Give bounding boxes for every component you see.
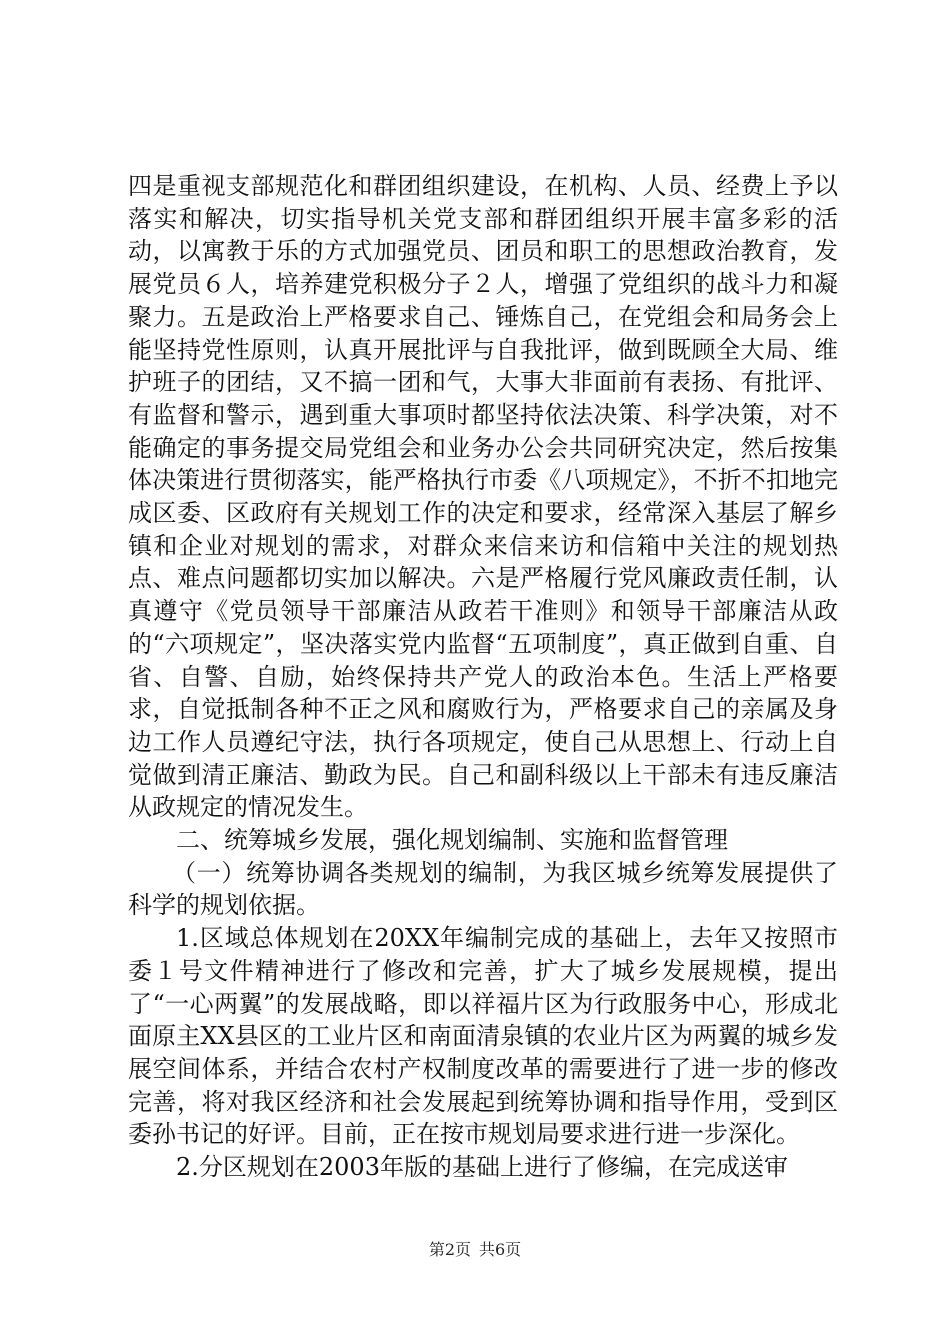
page-total: 共6页 (479, 1240, 522, 1259)
subsection-heading-planning: （一）统筹协调各类规划的编制，为我区城乡统筹发展提供了科学的规划依据。 (128, 858, 838, 920)
page-number: 第2页 (428, 1240, 471, 1259)
page-footer (0, 1237, 950, 1260)
paragraph-regional-plan: 1.区域总体规划在20XX年编制完成的基础上，去年又按照市委１号文件精神进行了修改和完善，扩大了城乡发展规模，提出了“一心两翼”的发展战略，即以祥福片区为行政服务中心，形成北面原主XX县区的工业片区和南面清泉镇的农业片区为两翼的城乡发展空间体系，并结合农村产权制度改革的需要进行了进一步的修改完善，将对我区经济和社会发展起到统筹协调和指导作用，受到区委孙书记的好评。目前，正在按市规划局要求进行进一步深化。 (128, 924, 838, 1149)
paragraph-district-plan: 2.分区规划在2003年版的基础上进行了修编，在完成送审 (176, 1153, 788, 1182)
document-body (128, 170, 838, 1184)
paragraph-party-building: 四是重视支部规范化和群团组织建设，在机构、人员、经费上予以落实和解决，切实指导机关党支部和群团组织开展丰富多彩的活动，以寓教于乐的方式加强党员、团员和职工的思想政治教育，发展党员６人，培养建党积极分子２人，增强了党组织的战斗力和凝聚力。五是政治上严格要求自己、锤炼自己，在党组会和局务会上能坚持党性原则，认真开展批评与自我批评，做到既顾全大局、维护班子的团结，又不搞一团和气，大事大非面前有表扬、有批评、有监督和警示，遇到重大事项时都坚持依法决策、科学决策，对不能确定的事务提交局党组会和业务办公会共同研究决定，然后按集体决策进行贯彻落实，能严格执行市委《八项规定》，不折不扣地完成区委、区政府有关规划工作的决定和要求，经常深入基层了解乡镇和企业对规划的需求，对群众来信来访和信箱中关注的规划热点、难点问题都切实加以解决。六是严格履行党风廉政责任制，认真遵守《党员领导干部廉洁从政若干准则》和领导干部廉洁从政的“六项规定”，坚决落实党内监督“五项制度”，真正做到自重、自省、自警、自励，始终保持共产党人的政治本色。生活上严格要求，自觉抵制各种不正之风和腐败行为，严格要求自己的亲属及身边工作人员遵纪守法，执行各项规定，使自己从思想上、行动上自觉做到清正廉洁、勤政为民。自己和副科级以上干部未有违反廉洁从政规定的情况发生。 (128, 172, 838, 822)
section-heading-urban-rural: 二、统筹城乡发展，强化规划编制、实施和监督管理 (176, 826, 728, 855)
